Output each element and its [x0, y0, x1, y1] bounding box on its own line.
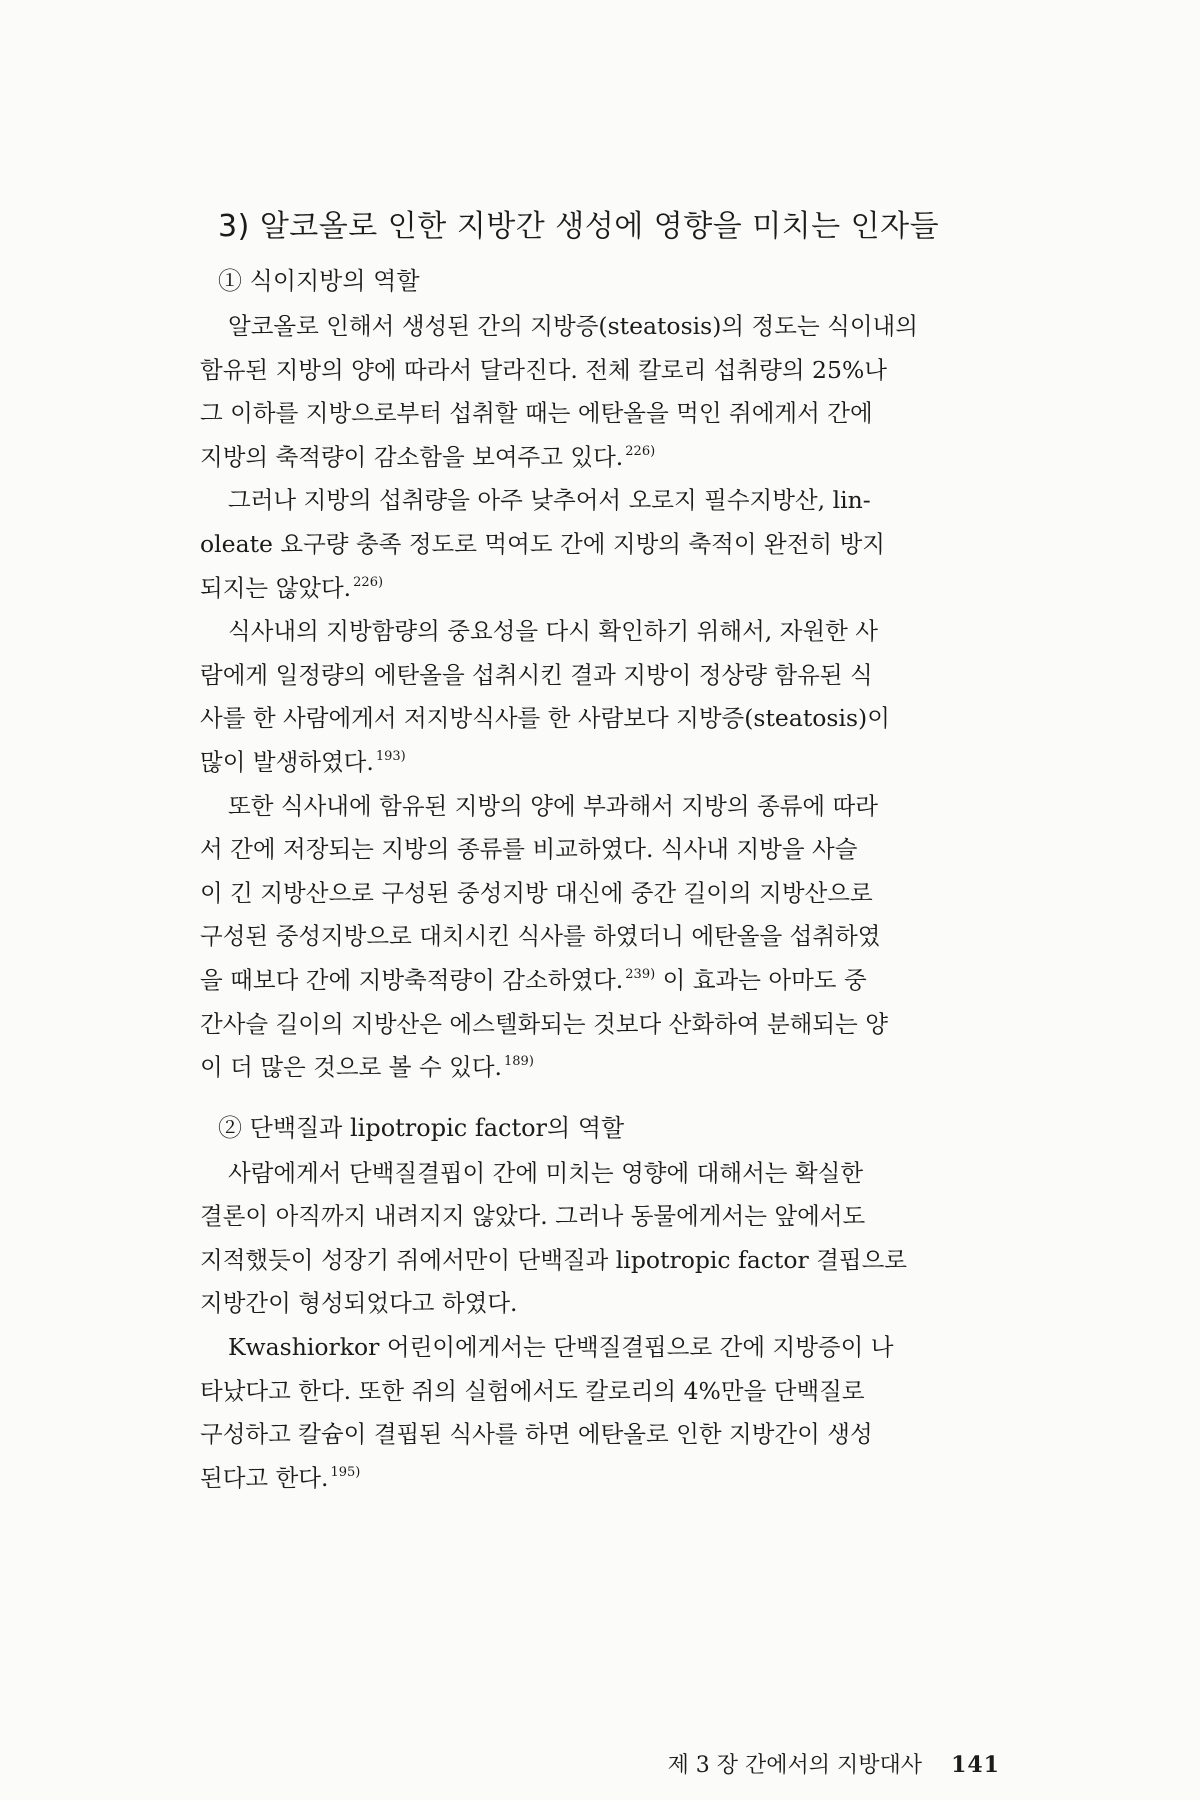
- text-line: [200, 436, 1000, 480]
- text-line: 이 긴 지방산으로 구성된 중성지방 대신에 중간 길이의 지방산으로: [200, 878, 873, 907]
- text-run: 이 효과는 아마도 중: [655, 965, 867, 994]
- text-line: [200, 1046, 1000, 1090]
- text-line: 지방간이 형성되었다고 하였다.: [200, 1289, 518, 1318]
- text-line: 식사내의 지방함량의 중요성을 다시 확인하기 위해서, 자원한 사: [228, 617, 878, 646]
- text-line: 서 간에 저장되는 지방의 종류를 비교하였다. 식사내 지방을 사슬: [200, 835, 858, 864]
- text-line: [200, 741, 1000, 785]
- text-line: 구성된 중성지방으로 대치시킨 식사를 하였더니 에탄올을 섭취하였: [200, 922, 881, 951]
- text-line: 타났다고 한다. 또한 쥐의 실험에서도 칼로리의 4%만을 단백질로: [200, 1376, 865, 1405]
- chapter-title: 제 3 장 간에서의 지방대사: [667, 1753, 923, 1778]
- text-line: 또한 식사내에 함유된 지방의 양에 부과해서 지방의 종류에 따라: [228, 791, 878, 820]
- text-line: 사를 한 사람에게서 저지방식사를 한 사람보다 지방증(steatosis)이: [200, 704, 890, 733]
- text-line: Kwashiorkor 어린이에게서는 단백질결핍으로 간에 지방증이 나: [228, 1333, 894, 1362]
- text-line: 그러나 지방의 섭취량을 아주 낮추어서 오로지 필수지방산, lin-: [228, 486, 871, 515]
- paragraph-4: [200, 785, 1000, 1090]
- paragraph-3: [200, 610, 1000, 784]
- text-line: 람에게 일정량의 에탄올을 섭취시킨 결과 지방이 정상량 함유된 식: [200, 660, 873, 689]
- text-run: 을 때보다 간에 지방축적량이 감소하였다.: [200, 965, 624, 994]
- text-run: 된다고 한다.: [200, 1463, 329, 1492]
- text-run: 지방의 축적량이 감소함을 보여주고 있다.: [200, 442, 624, 471]
- paragraph-5: [200, 1152, 1000, 1326]
- text-line: 구성하고 칼슘이 결핍된 식사를 하면 에탄올로 인한 지방간이 생성: [200, 1420, 873, 1449]
- paragraph-2: [200, 479, 1000, 610]
- text-line: 결론이 아직까지 내려지지 않았다. 그러나 동물에게서는 앞에서도: [200, 1202, 866, 1231]
- text-line: 함유된 지방의 양에 따라서 달라진다. 전체 칼로리 섭취량의 25%나: [200, 355, 887, 384]
- text-line: [200, 1457, 1000, 1501]
- text-line: 그 이하를 지방으로부터 섭취할 때는 에탄올을 먹인 쥐에게서 간에: [200, 399, 873, 428]
- citation: 195): [330, 1464, 361, 1480]
- text-run: 되지는 않았다.: [200, 573, 352, 602]
- text-line: 간사슬 길이의 지방산은 에스텔화되는 것보다 산화하여 분해되는 양: [200, 1009, 888, 1038]
- citation: 226): [625, 443, 656, 459]
- text-line: oleate 요구량 충족 정도로 먹여도 간에 지방의 축적이 완전히 방지: [200, 529, 885, 558]
- citation: 239): [625, 966, 656, 982]
- text-line: 사람에게서 단백질결핍이 간에 미치는 영향에 대해서는 확실한: [228, 1158, 864, 1187]
- text-run: 많이 발생하였다.: [200, 747, 374, 776]
- paragraph-6: [200, 1326, 1000, 1500]
- subsection-heading-protein: ② 단백질과 lipotropic factor의 역할: [218, 1113, 625, 1142]
- subsection-heading-dietary-fat: ① 식이지방의 역할: [218, 267, 420, 295]
- text-run: 이 더 많은 것으로 볼 수 있다.: [200, 1053, 503, 1082]
- text-line: 알코올로 인해서 생성된 간의 지방증(steatosis)의 정도는 식이내의: [228, 312, 918, 340]
- page-footer: [200, 1750, 1000, 1781]
- citation: 193): [375, 748, 406, 764]
- page-body: [200, 205, 1000, 1500]
- citation: 226): [353, 574, 384, 590]
- text-line: 지적했듯이 성장기 쥐에서만이 단백질과 lipotropic factor 결핍으로: [200, 1245, 908, 1274]
- text-line: [200, 959, 1000, 1003]
- page-number: 141: [951, 1752, 1000, 1778]
- paragraph-1: [200, 305, 1000, 479]
- text-line: [200, 567, 1000, 611]
- citation: 189): [504, 1054, 534, 1070]
- section-title: 3) 알코올로 인한 지방간 생성에 영향을 미치는 인자들: [218, 209, 940, 244]
